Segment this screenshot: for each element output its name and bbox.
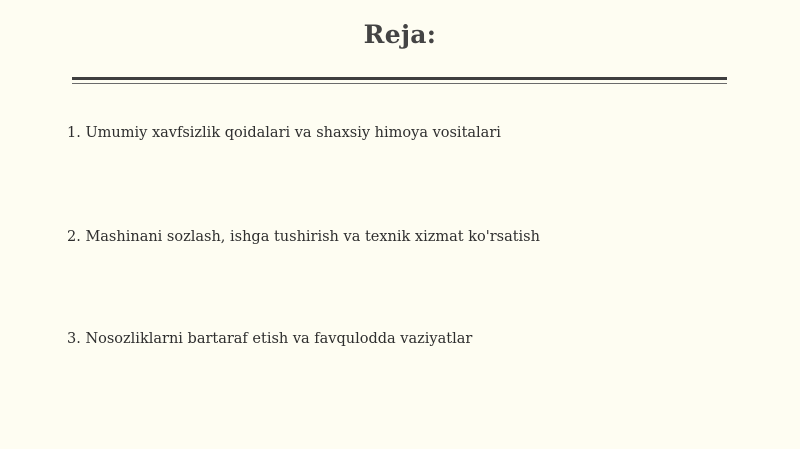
title-divider-thick: [72, 77, 727, 80]
plan-item-3: 3. Nosozliklarni bartaraf etish va favqulodda vaziyatlar: [67, 331, 473, 347]
plan-item-1: 1. Umumiy xavfsizlik qoidalari va shaxsiy himoya vositalari: [67, 125, 501, 141]
title-divider-thin: [72, 83, 727, 84]
plan-item-2: 2. Mashinani sozlash, ishga tushirish va texnik xizmat ko'rsatish: [67, 229, 540, 245]
slide-title: Reja:: [363, 20, 437, 49]
